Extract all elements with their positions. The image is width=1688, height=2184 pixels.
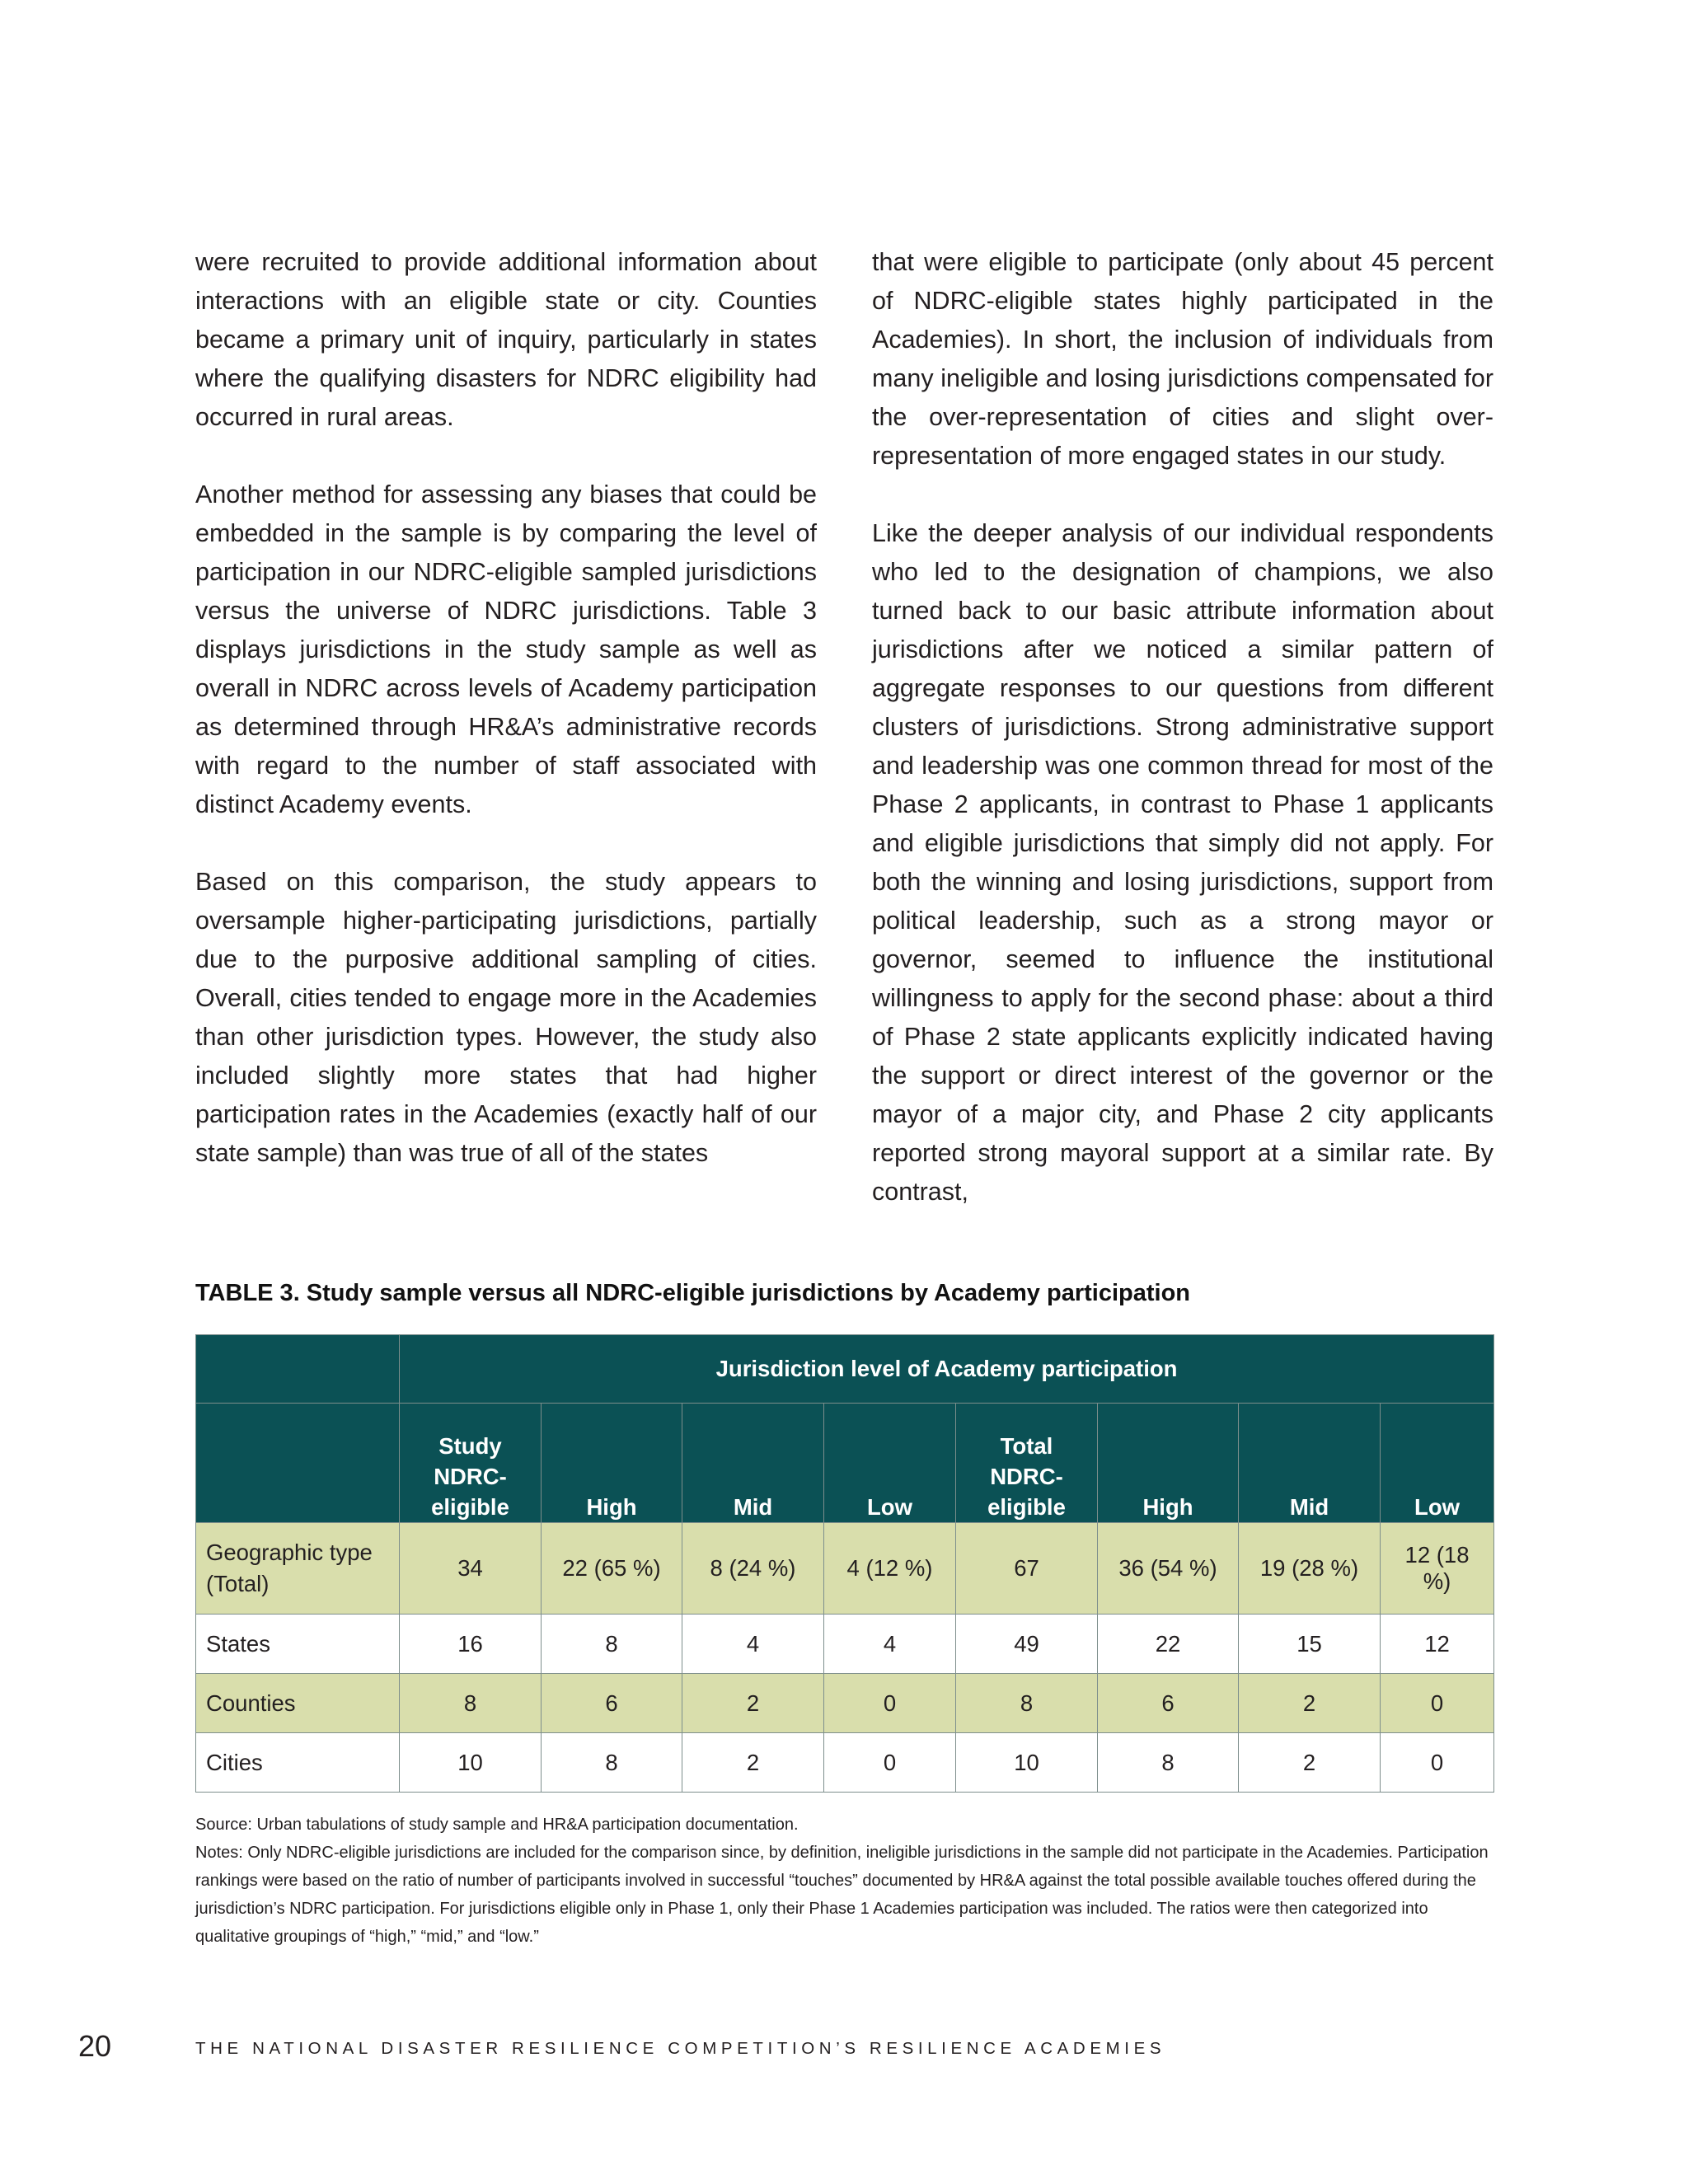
column-header: Mid <box>1239 1404 1381 1523</box>
table-title: TABLE 3. Study sample versus all NDRC-eligible jurisdictions by Academy participation <box>195 1280 1191 1306</box>
table-cell: 22 (65 %) <box>542 1523 682 1615</box>
column-header-label: Total NDRC-eligible <box>987 1433 1066 1520</box>
table-cell: 6 <box>542 1674 682 1733</box>
table-corner-cell <box>196 1335 400 1404</box>
table-cell: 67 <box>956 1523 1098 1615</box>
table-cell: 0 <box>824 1674 956 1733</box>
page-number: 20 <box>78 2029 112 2063</box>
table-cell: 12 <box>1381 1615 1494 1674</box>
table-group-header-row <box>196 1335 1494 1404</box>
row-label: Counties <box>196 1674 400 1733</box>
table-row <box>196 1615 1494 1674</box>
source-note: Source: Urban tabulations of study sample and HR&A participation documentation. <box>195 1816 799 1834</box>
table-cell: 6 <box>1098 1674 1239 1733</box>
body-right-column <box>872 243 1493 1250</box>
notes-text: Notes: Only NDRC-eligible jurisdictions are included for the comparison since, by definition, ineligible jurisdictions in the sample did not participate in the Academies. Participation rankings were based on the ratio of number of participants involved in successful “touches” documented by HR&A against the total possible available touches offered during the jurisdiction’s NDRC participation. For jurisdictions eligible only in Phase 1, only their Phase 1 Academies participation was included. The ratios were then categorized into qualitative groupings of “high,” “mid,” and “low.” <box>195 1844 1489 1946</box>
column-header: Low <box>1381 1404 1494 1523</box>
table-row <box>196 1523 1494 1615</box>
table-cell: 0 <box>1381 1674 1494 1733</box>
column-header: High <box>542 1404 682 1523</box>
table-column-header-row <box>196 1404 1494 1523</box>
row-label: States <box>196 1615 400 1674</box>
table-cell: 49 <box>956 1615 1098 1674</box>
body-left-column <box>195 243 817 1212</box>
table-cell: 0 <box>824 1733 956 1793</box>
running-footer: THE NATIONAL DISASTER RESILIENCE COMPETITION’S RESILIENCE ACADEMIES <box>195 2039 1166 2058</box>
paragraph: that were eligible to participate (only about 45 percent of NDRC-eligible states highly participated in the Academies). In short, the inclusion of individuals from many ineligible and losing jurisdictions compensated for the over-representation of cities and slight over-representation of more engaged states in our study. <box>872 248 1493 470</box>
column-header: Low <box>824 1404 956 1523</box>
table-cell: 4 <box>824 1615 956 1674</box>
row-label: Geographic type (Total) <box>196 1523 400 1615</box>
paragraph: Based on this comparison, the study appears to oversample higher-participating jurisdictions, partially due to the purposive additional sampling of cities. Overall, cities tended to engage more in the Academies than other jurisdiction types. However, the study also included slightly more states that had higher participation rates in the Academies (exactly half of our state sample) than was true of all of the states <box>195 868 817 1167</box>
table-cell: 22 <box>1098 1615 1239 1674</box>
table-cell: 10 <box>400 1733 542 1793</box>
table-corner-cell <box>196 1404 400 1523</box>
paragraph: Like the deeper analysis of our individual respondents who led to the designation of champions, we also turned back to our basic attribute information about jurisdictions after we noticed a similar pattern of aggregate responses to our questions from different clusters of jurisdictions. Strong administrative support and leadership was one common thread for most of the Phase 2 applicants, in contrast to Phase 1 applicants and eligible jurisdictions that simply did not apply. For both the winning and losing jurisdictions, support from political leadership, such as a strong mayor or governor, seemed to influence the institutional willingness to apply for the second phase: about a third of Phase 2 state applicants explicitly indicated having the support or direct interest of the governor or the mayor of a major city, and Phase 2 city applicants reported strong mayoral support at a similar rate. By contrast, <box>872 519 1493 1206</box>
table-cell: 2 <box>682 1674 824 1733</box>
table-cell: 8 (24 %) <box>682 1523 824 1615</box>
group-header: Jurisdiction level of Academy participation <box>400 1335 1494 1404</box>
table-cell: 8 <box>400 1674 542 1733</box>
table-cell: 10 <box>956 1733 1098 1793</box>
table-row <box>196 1674 1494 1733</box>
table-cell: 0 <box>1381 1733 1494 1793</box>
table-cell: 8 <box>542 1615 682 1674</box>
column-header <box>956 1404 1098 1523</box>
table-cell: 36 (54 %) <box>1098 1523 1239 1615</box>
table-cell: 8 <box>956 1674 1098 1733</box>
table-cell: 2 <box>1239 1674 1381 1733</box>
table-cell: 4 (12 %) <box>824 1523 956 1615</box>
paragraph: were recruited to provide additional information about interactions with an eligible state or city. Counties became a primary unit of inquiry, particularly in states where the qualifying disasters for NDRC eligibility had occurred in rural areas. <box>195 248 817 431</box>
column-header <box>400 1404 542 1523</box>
table-cell: 2 <box>1239 1733 1381 1793</box>
table-cell: 34 <box>400 1523 542 1615</box>
row-label: Cities <box>196 1733 400 1793</box>
table-notes <box>195 1811 1493 1951</box>
table-cell: 12 (18 %) <box>1381 1523 1494 1615</box>
column-header: High <box>1098 1404 1239 1523</box>
column-header-label: Study NDRC-eligible <box>431 1433 509 1520</box>
column-header: Mid <box>682 1404 824 1523</box>
table-row <box>196 1733 1494 1793</box>
participation-table <box>195 1334 1494 1793</box>
table-cell: 8 <box>542 1733 682 1793</box>
table-cell: 16 <box>400 1615 542 1674</box>
table-cell: 8 <box>1098 1733 1239 1793</box>
paragraph: Another method for assessing any biases that could be embedded in the sample is by comparing the level of participation in our NDRC-eligible sampled jurisdictions versus the universe of NDRC jurisdictions. Table 3 displays jurisdictions in the study sample as well as overall in NDRC across levels of Academy participation as determined through HR&A’s administrative records with regard to the number of staff associated with distinct Academy events. <box>195 480 817 818</box>
table-cell: 2 <box>682 1733 824 1793</box>
table-cell: 19 (28 %) <box>1239 1523 1381 1615</box>
table-cell: 4 <box>682 1615 824 1674</box>
table-cell: 15 <box>1239 1615 1381 1674</box>
